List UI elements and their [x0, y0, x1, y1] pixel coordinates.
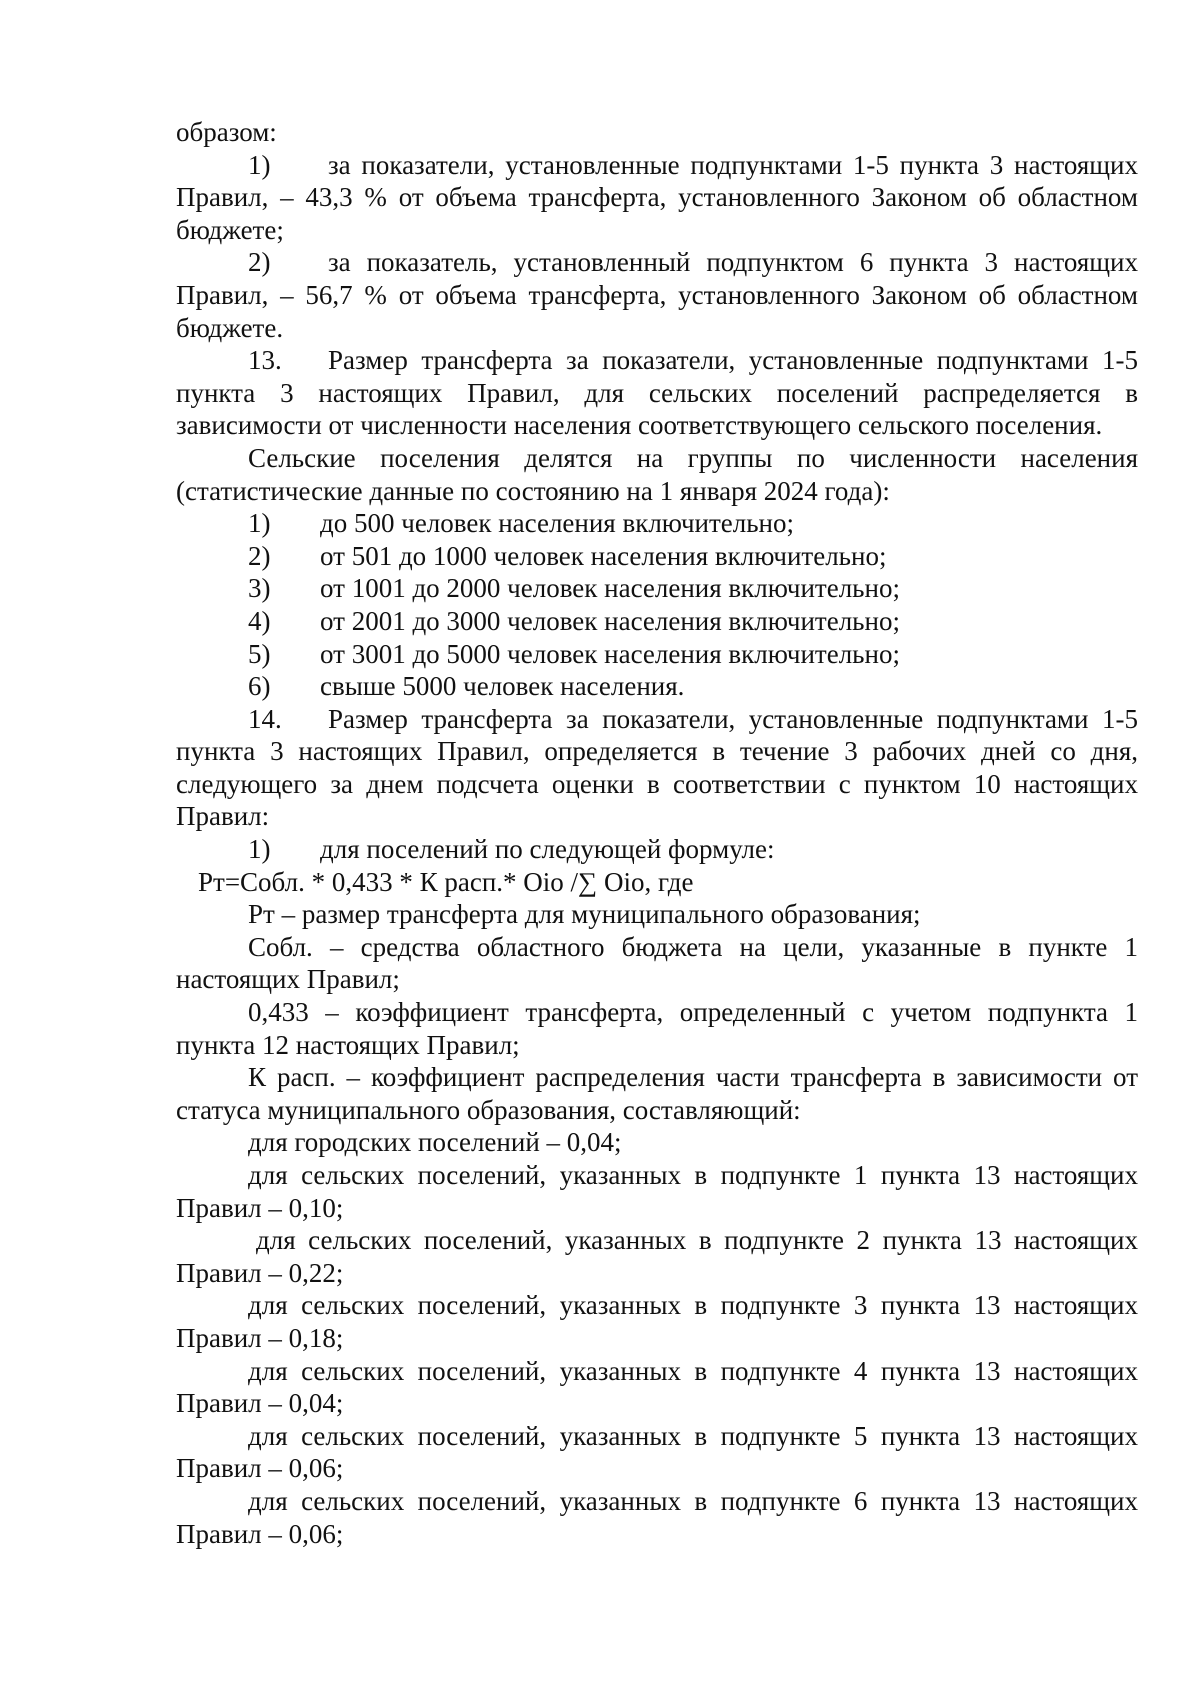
list-item-text: для поселений по следующей формуле: [320, 834, 775, 865]
k-rural-item: для сельских поселений, указанных в подпункте 2 пункта 13 настоящих Правил – 0,22; [176, 1225, 1138, 1288]
list-item-text: свыше 5000 человек населения. [320, 671, 685, 702]
list-item-number: 4) [248, 605, 271, 636]
k-rural-item: для сельских поселений, указанных в подпункте 5 пункта 13 настоящих Правил – 0,06; [176, 1420, 1138, 1484]
paragraph-13 [176, 344, 1138, 442]
list-item-number: 3) [248, 573, 271, 604]
list-item-text: до 500 человек населения включительно; [320, 508, 795, 539]
paragraph-13-number: 13. [248, 345, 282, 376]
list-item [176, 507, 1138, 540]
sub-2-text: за показатель, установленный подпунктом 6 пункта 3 настоящих Правил, – 56,7 % от объема трансферта, установленного Законом об областном бюджете. [176, 247, 1138, 343]
k-rural-item: для сельских поселений, указанных в подпункте 1 пункта 13 настоящих Правил – 0,10; [176, 1160, 1138, 1223]
definition-coefficient: 0,433 – коэффициент трансферта, определенный с учетом подпункта 1 пункта 12 настоящих Правил; [176, 997, 1138, 1060]
list-item-number: 5) [248, 638, 271, 669]
list-item-number: 1) [248, 834, 271, 865]
list-item-number: 1) [248, 508, 271, 539]
document-body [176, 116, 1138, 1550]
list-item [176, 833, 1138, 866]
sub-1-number: 1) [248, 149, 271, 180]
list-item [176, 638, 1138, 671]
list-item-text: от 1001 до 2000 человек населения включительно; [320, 573, 900, 604]
k-city-settlements: для городских поселений – 0,04; [248, 1127, 622, 1158]
list-item [176, 540, 1138, 573]
list-item-text: от 3001 до 5000 человек населения включительно; [320, 638, 900, 669]
paragraph-14-number: 14. [248, 703, 282, 734]
definition-rt: Рт – размер трансферта для муниципального образования; [248, 899, 921, 930]
paragraph-groups: Сельские поселения делятся на группы по численности населения (статистические данные по состоянию на 1 января 2024 года): [176, 442, 1138, 506]
paragraph-13-text: Размер трансферта за показатели, установленные подпунктами 1-5 пункта 3 настоящих Правил, для сельских поселений распределяется в зависимости от численности населения соответствующего сельского поселения. [176, 345, 1138, 441]
list-item-number: 6) [248, 671, 271, 702]
list-item [176, 572, 1138, 605]
k-rural-item: для сельских поселений, указанных в подпункте 3 пункта 13 настоящих Правил – 0,18; [176, 1290, 1138, 1353]
paragraph-14-text: Размер трансферта за показатели, установленные подпунктами 1-5 пункта 3 настоящих Правил, определяется в течение 3 рабочих дней со дня, следующего за днем подсчета оценки в соответствии с пунктом 10 настоящих Правил: [176, 703, 1138, 832]
definition-k-rasp: К расп. – коэффициент распределения части трансферта в зависимости от статуса муниципального образования, составляющий: [176, 1062, 1138, 1125]
sub-1-text: за показатели, установленные подпунктами 1-5 пункта 3 настоящих Правил, – 43,3 % от объема трансферта, установленного Законом об областном бюджете; [176, 149, 1138, 245]
list-item [176, 605, 1138, 638]
formula: Рт=Собл. * 0,433 * К расп.* Оiо /∑ Оiо, где [198, 866, 694, 897]
list-item-text: от 501 до 1000 человек населения включительно; [320, 540, 887, 571]
list-item-number: 2) [248, 540, 271, 571]
sub-2-number: 2) [248, 247, 271, 278]
paragraph-14 [176, 703, 1138, 833]
k-rural-item: для сельских поселений, указанных в подпункте 4 пункта 13 настоящих Правил – 0,04; [176, 1355, 1138, 1419]
list-item [176, 670, 1138, 703]
paragraph-sub-1 [176, 149, 1138, 247]
paragraph-intro: образом: [176, 117, 277, 147]
definition-sobl: Собл. – средства областного бюджета на цели, указанные в пункте 1 настоящих Правил; [176, 931, 1138, 995]
list-item-text: от 2001 до 3000 человек населения включительно; [320, 605, 900, 636]
k-rural-item: для сельских поселений, указанных в подпункте 6 пункта 13 настоящих Правил – 0,06; [176, 1485, 1138, 1549]
paragraph-sub-2 [176, 246, 1138, 344]
